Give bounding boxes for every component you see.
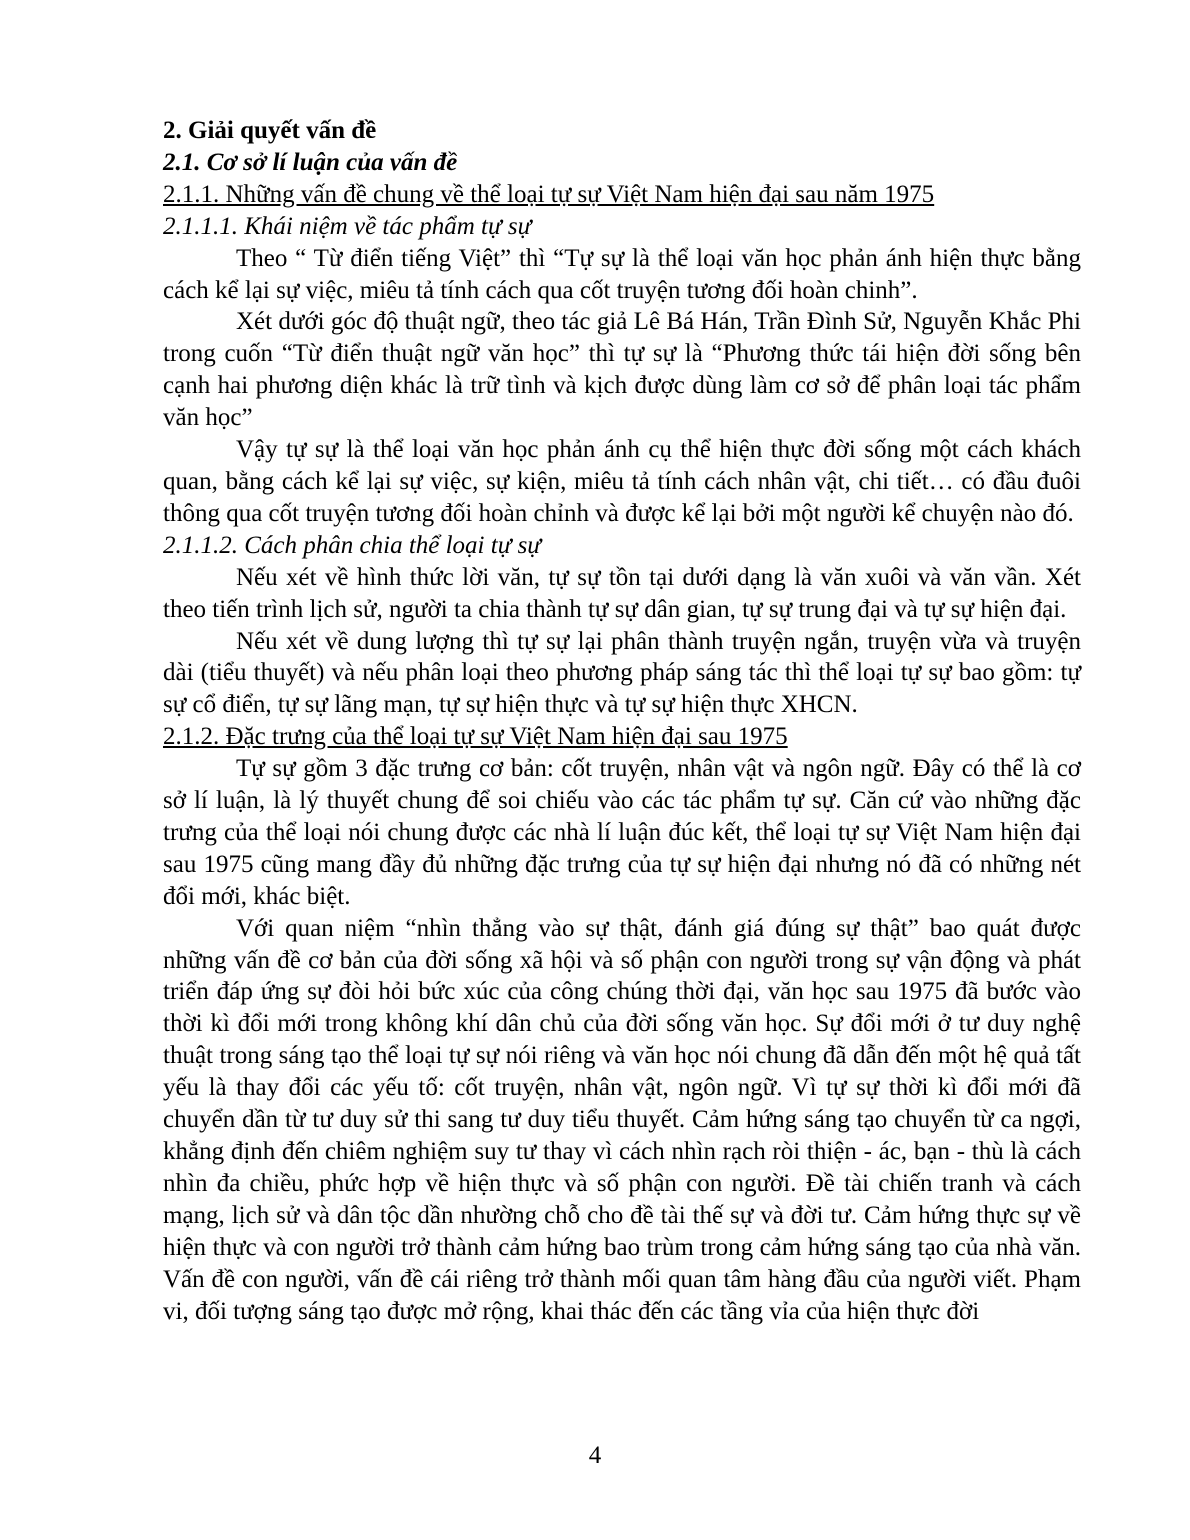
paragraph: Tự sự gồm 3 đặc trưng cơ bản: cốt truyện, nhân vật và ngôn ngữ. Đây có thể là cơ sở lí luận, là lý thuyết chung để soi chiếu vào các tác phẩm tự sự. Căn cứ vào những đặc trưng của thể loại nói chung được các nhà lí luận đúc kết, thể loại tự sự Việt Nam hiện đại sau 1975 cũng mang đầy đủ những đặc trưng của tự sự hiện đại nhưng nó đã có những nét đổi mới, khác biệt. (163, 755, 1081, 910)
paragraph: Xét dưới góc độ thuật ngữ, theo tác giả Lê Bá Hán, Trần Đình Sử, Nguyễn Khắc Phi trong cuốn “Từ điển thuật ngữ văn học” thì tự sự là “Phương thức tái hiện đời sống bên cạnh hai phương diện khác là trữ tình và kịch được dùng làm cơ sở để phân loại tác phẩm văn học” (163, 308, 1081, 432)
subsection-heading: 2.1. Cơ sở lí luận của vấn đề (163, 148, 458, 176)
document-page (163, 115, 1081, 1327)
item-heading-concept: 2.1.1.1. Khái niệm về tác phẩm tự sự (163, 212, 532, 240)
paragraph: Nếu xét về hình thức lời văn, tự sự tồn tại dưới dạng là văn xuôi và văn vần. Xét theo tiến trình lịch sử, người ta chia thành tự sự dân gian, tự sự trung đại và tự sự hiện đại. (163, 563, 1081, 623)
paragraph: Nếu xét về dung lượng thì tự sự lại phân thành truyện ngắn, truyện vừa và truyện dài (tiểu thuyết) và nếu phân loại theo phương pháp sáng tác thì thể loại tự sự bao gồm: tự sự cổ điển, tự sự lãng mạn, tự sự hiện thực và tự sự hiện thực XHCN. (163, 627, 1081, 719)
topic-heading-characteristics: 2.1.2. Đặc trưng của thể loại tự sự Việt Nam hiện đại sau 1975 (163, 723, 788, 751)
section-heading: 2. Giải quyết vấn đề (163, 117, 377, 144)
paragraph: Theo “ Từ điển tiếng Việt” thì “Tự sự là thể loại văn học phản ánh hiện thực bằng cách kể lại sự việc, miêu tả tính cách qua cốt truyện tương đối hoàn chinh”. (163, 244, 1081, 304)
paragraph: Với quan niệm “nhìn thẳng vào sự thật, đánh giá đúng sự thật” bao quát được những vấn đề cơ bản của đời sống xã hội và số phận con người trong sự vận động và phát triển đáp ứng sự đòi hỏi bức xúc của công chúng thời đại, văn học sau 1975 đã bước vào thời kì đổi mới trong không khí dân chủ của đời sống văn học. Sự đổi mới ở tư duy nghệ thuật trong sáng tạo thể loại tự sự nói riêng và văn học nói chung đã dẫn đến một hệ quả tất yếu là thay đổi các yếu tố: cốt truyện, nhân vật, ngôn ngữ. Vì tự sự thời kì đổi mới đã chuyển dần từ tư duy sử thi sang tư duy tiểu thuyết. Cảm hứng sáng tạo chuyển từ ca ngợi, khẳng định đến chiêm nghiệm suy tư thay vì cách nhìn rạch ròi thiện - ác, bạn - thù là cách nhìn đa chiều, phức hợp về hiện thực và số phận con người. Đề tài chiến tranh và cách mạng, lịch sử và dân tộc dần nhường chỗ cho đề tài thế sự và đời tư. Cảm hứng thực sự về hiện thực và con người trở thành cảm hứng bao trùm trong cảm hứng sáng tạo của nhà văn. Vấn đề con người, vấn đề cái riêng trở thành mối quan tâm hàng đầu của người viết. Phạm vi, đối tượng sáng tạo được mở rộng, khai thác đến các tầng vỉa của hiện thực đời (163, 914, 1081, 1325)
topic-heading-general-issues: 2.1.1. Những vấn đề chung về thể loại tự sự Việt Nam hiện đại sau năm 1975 (163, 180, 935, 208)
page-number: 4 (588, 1442, 602, 1469)
paragraph: Vậy tự sự là thể loại văn học phản ánh cụ thể hiện thực đời sống một cách khách quan, bằng cách kể lại sự việc, sự kiện, miêu tả tính cách nhân vật, chi tiết… có đầu đuôi thông qua cốt truyện tương đối hoàn chỉnh và được kể lại bởi một người kể chuyện nào đó. (163, 436, 1081, 527)
item-heading-classification: 2.1.1.2. Cách phân chia thể loại tự sự (163, 531, 541, 559)
